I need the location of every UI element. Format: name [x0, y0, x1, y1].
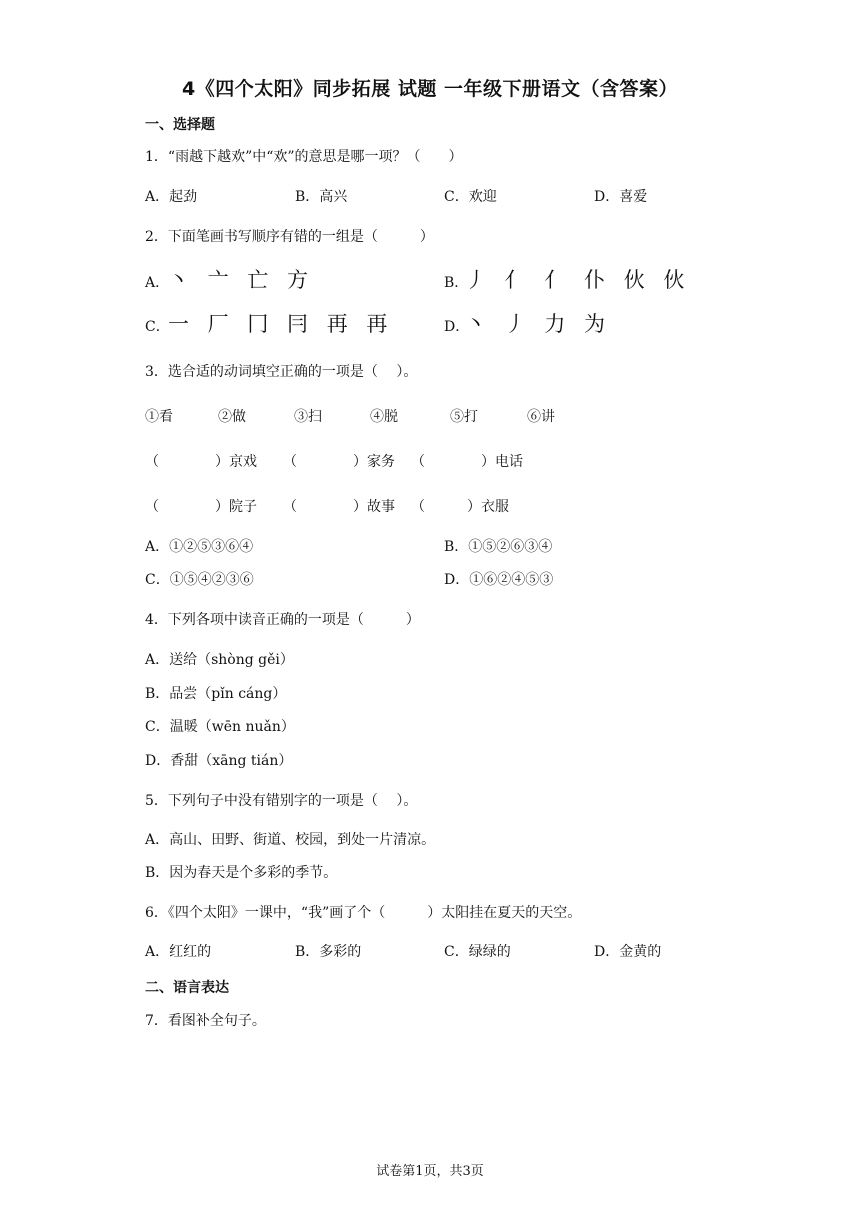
question-2-option-b-stroke-order: 丿 亻 亻 仆 伙 伙	[465, 268, 691, 292]
question-4-option-a: A．送给（shòng gěi）	[145, 652, 294, 668]
question-2-option-c-label: C．	[145, 319, 170, 335]
question-3-blank: （ ）衣服	[411, 499, 509, 515]
question-7-stem: 7．看图补全句子。	[145, 1013, 266, 1029]
question-3-blank: （ ）院子	[145, 499, 257, 515]
question-1-stem: 1．“雨越下越欢”中“欢”的意思是哪一项？（ ）	[145, 149, 463, 165]
question-2-option-b-label: B．	[444, 275, 469, 291]
question-2-option-c-stroke-order: 一 厂 冂 冃 再 再	[168, 312, 394, 336]
question-6-stem: 6．《四个太阳》一课中，“我”画了个（ ）太阳挂在夏天的天空。	[145, 905, 582, 921]
question-5-option-a: A．高山、田野、街道、校园，到处一片清凉。	[145, 832, 436, 848]
question-3-option-b: B．①⑤②⑥③④	[444, 539, 553, 555]
question-3-stem: 3．选合适的动词填空正确的一项是（ ）。	[145, 364, 418, 380]
section-heading-choice: 一、选择题	[145, 117, 215, 133]
question-3-verb: ④脱	[370, 409, 398, 425]
question-5-option-b: B．因为春天是个多彩的季节。	[145, 865, 338, 881]
question-3-verb: ⑤打	[450, 409, 478, 425]
question-2-option-a-label: A．	[145, 275, 170, 291]
question-3-blank: （ ）京戏	[145, 454, 257, 470]
question-6-option-d: D．金黄的	[594, 944, 662, 960]
question-3-blank: （ ）电话	[411, 454, 523, 470]
question-3-blank: （ ）家务	[283, 454, 395, 470]
question-1-option-d: D．喜爱	[594, 189, 648, 205]
question-4-option-b: B．品尝（pǐn cáng）	[145, 686, 287, 702]
question-5-stem: 5．下列句子中没有错别字的一项是（ ）。	[145, 793, 418, 809]
question-3-verb: ②做	[218, 409, 246, 425]
question-1-option-a: A．起劲	[145, 189, 198, 205]
question-6-option-a: A．红红的	[145, 944, 212, 960]
question-6-option-c: C．绿绿的	[444, 944, 511, 960]
question-2-option-d-stroke-order: 丶 丿 力 为	[465, 312, 612, 336]
question-6-option-b: B．多彩的	[295, 944, 362, 960]
question-3-verb: ⑥讲	[527, 409, 555, 425]
section-heading-expression: 二、语言表达	[145, 980, 229, 996]
page-footer: 试卷第1页，共3页	[376, 1164, 484, 1179]
question-2-option-d-label: D．	[444, 319, 470, 335]
question-1-option-b: B．高兴	[295, 189, 348, 205]
question-4-option-c: C．温暖（wēn nuǎn）	[145, 719, 295, 735]
question-3-blank: （ ）故事	[283, 499, 395, 515]
question-2-option-a-stroke-order: 丶 亠 亡 方	[168, 268, 315, 292]
question-3-verb: ③扫	[294, 409, 322, 425]
question-3-option-d: D．①⑥②④⑤③	[444, 572, 554, 588]
question-3-option-a: A．①②⑤③⑥④	[145, 539, 254, 555]
question-2-stem: 2．下面笔画书写顺序有错的一组是（ ）	[145, 229, 434, 245]
question-3-option-c: C．①⑤④②③⑥	[145, 572, 254, 588]
page-title: 4《四个太阳》同步拓展 试题 一年级下册语文（含答案）	[182, 78, 678, 100]
question-4-stem: 4．下列各项中读音正确的一项是（ ）	[145, 612, 420, 628]
question-1-option-c: C．欢迎	[444, 189, 497, 205]
question-4-option-d: D．香甜（xāng tián）	[145, 753, 293, 769]
question-3-verb: ①看	[145, 409, 173, 425]
